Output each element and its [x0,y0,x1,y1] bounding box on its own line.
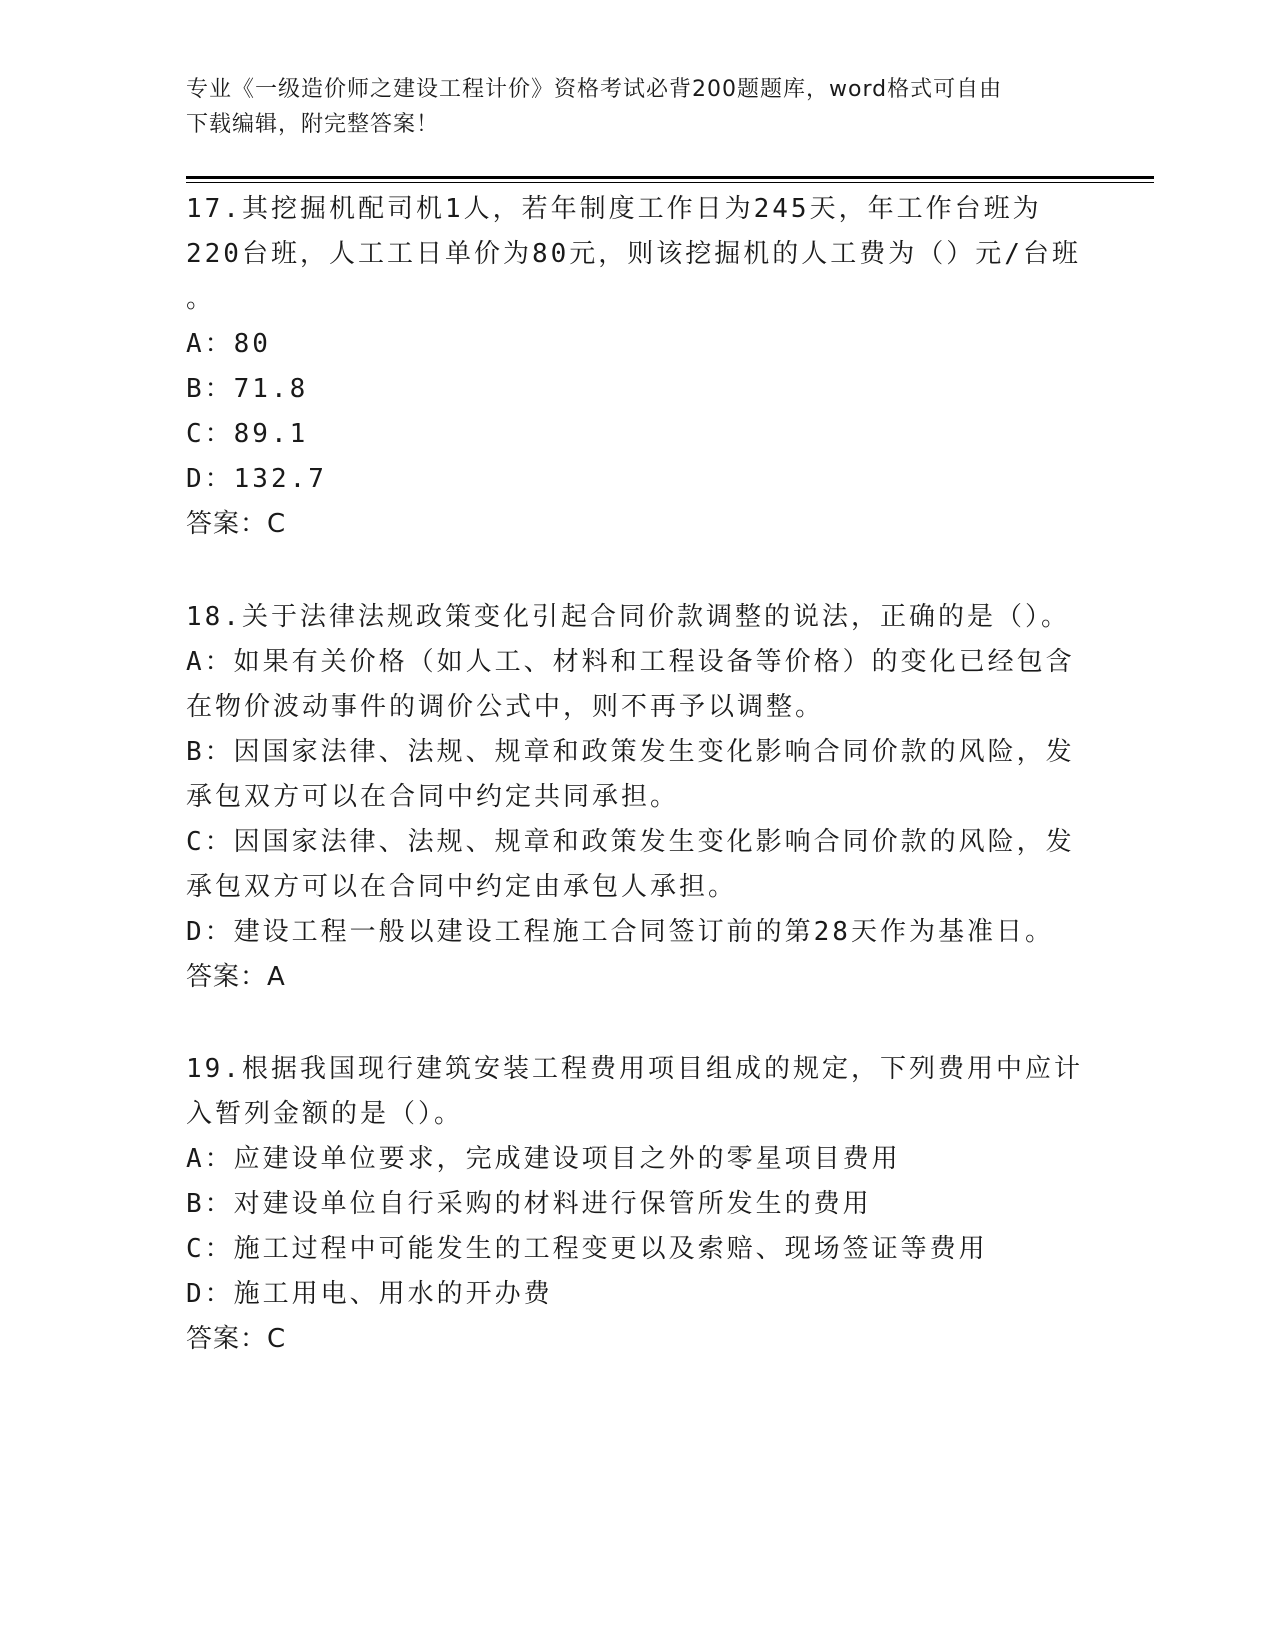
option-a-line-1: A：如果有关价格（如人工、材料和工程设备等价格）的变化已经包含 [186,647,1075,677]
option-c: C：89.1 [186,419,309,449]
option-a-line-2: 在物价波动事件的调价公式中，则不再予以调整。 [186,692,825,722]
question-stem-line: 18.关于法律法规政策变化引起合同价款调整的说法，正确的是（）。 [186,602,1070,632]
option-b-line-2: 承包双方可以在合同中约定共同承担。 [186,782,680,812]
option-c: C：施工过程中可能发生的工程变更以及索赔、现场签证等费用 [186,1234,988,1264]
question-block-19 [186,1047,1086,1362]
answer-line: 答案：A [186,962,286,992]
option-d: D：132.7 [186,464,327,494]
document-header [186,72,1066,142]
header-line-2: 下载编辑，附完整答案！ [186,112,440,137]
question-stem-line: 19.根据我国现行建筑安装工程费用项目组成的规定，下列费用中应计 [186,1054,1083,1084]
question-stem-line: 220台班，人工工日单价为80元，则该挖掘机的人工费为（）元/台班 [186,239,1081,269]
header-line-1: 专业《一级造价师之建设工程计价》资格考试必背200题题库，word格式可自由 [186,77,1003,102]
option-c-line-2: 承包双方可以在合同中约定由承包人承担。 [186,872,738,902]
header-divider-thin [186,182,1154,183]
option-b: B：71.8 [186,374,309,404]
question-stem-line: 。 [186,284,216,314]
option-b-line-1: B：因国家法律、法规、规章和政策发生变化影响合同价款的风险，发 [186,737,1075,767]
option-a: A：80 [186,329,271,359]
option-c-line-1: C：因国家法律、法规、规章和政策发生变化影响合同价款的风险，发 [186,827,1075,857]
answer-line: 答案：C [186,1324,287,1354]
question-block-17 [186,187,1086,547]
option-d: D：建设工程一般以建设工程施工合同签订前的第28天作为基准日。 [186,917,1054,947]
option-a: A：应建设单位要求，完成建设项目之外的零星项目费用 [186,1144,901,1174]
question-stem-line: 入暂列金额的是（）。 [186,1099,464,1129]
option-b: B：对建设单位自行采购的材料进行保管所发生的费用 [186,1189,872,1219]
question-block-18 [186,595,1086,1000]
option-d: D：施工用电、用水的开办费 [186,1279,553,1309]
answer-line: 答案：C [186,509,287,539]
question-stem-line: 17.其挖掘机配司机1人，若年制度工作日为245天，年工作台班为 [186,194,1042,224]
header-divider-thick [186,176,1154,179]
